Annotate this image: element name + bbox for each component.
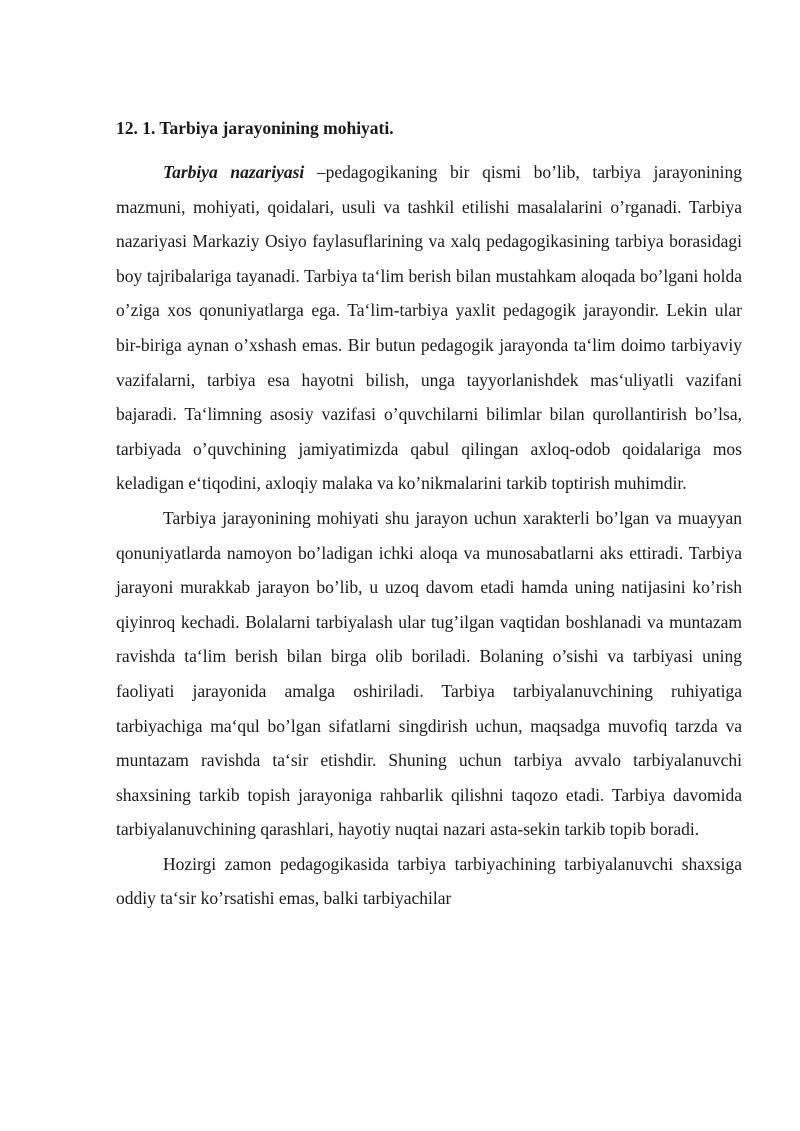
- paragraph-2: [116, 501, 742, 847]
- paragraph-1-text: –pedagogikaning bir qismi bo’lib, tarbiya jarayonining mazmuni, mohiyati, qoidalari, usuli va tashkil etilishi masalalarini o’rganadi. Tarbiya nazariyasi Markaziy Osiyo faylasuflarining va xalq pedagogikasining tarbiya borasidagi boy tajribalariga tayanadi. Tarbiya ta‘lim berish bilan mustahkam aloqada bo’lgani holda o’ziga xos qonuniyatlarga ega. Ta‘lim-tarbiya yaxlit pedagogik jarayondir. Lekin ular bir-biriga aynan o’xshash emas. Bir butun pedagogik jarayonda ta‘lim doimo tarbiyaviy vazifalarni, tarbiya esa hayotni bilish, unga tayyorlanishdek mas‘uliyatli vazifani bajaradi. Ta‘limning asosiy vazifasi o’quvchilarni bilimlar bilan qurollantirish bo’lsa, tarbiyada o’quvchining jamiyatimizda qabul qilingan axloq-odob qoidalariga mos keladigan e‘tiqodini, axloqiy malaka va ko’nikmalarini tarkib toptirish muhimdir.: [116, 162, 743, 494]
- section-heading: 12. 1. Tarbiya jarayonining mohiyati.: [116, 118, 394, 138]
- paragraph-3-text: Hozirgi zamon pedagogikasida tarbiya tarbiyachining tarbiyalanuvchi shaxsiga oddiy ta‘sir ko’rsatishi emas, balki tarbiyachilar: [116, 853, 742, 909]
- document-page: [116, 116, 742, 916]
- paragraph-3: [116, 847, 742, 916]
- paragraph-1: [116, 155, 742, 501]
- defined-term: Tarbiya nazariyasi: [163, 162, 305, 182]
- paragraph-2-text: Tarbiya jarayonining mohiyati shu jarayon uchun xarakterli bo’lgan va muayyan qonuniyatlarda namoyon bo’ladigan ichki aloqa va munosabatlarni aks ettiradi. Tarbiya jarayoni murakkab jarayon bo’lib, u uzoq davom etadi hamda uning natijasini ko’rish qiyinroq kechadi. Bolalarni tarbiyalash ular tug’ilgan vaqtidan boshlanadi va muntazam ravishda ta‘lim berish bilan birga olib boriladi. Bolaning o’sishi va tarbiyasi uning faoliyati jarayonida amalga oshiriladi. Tarbiya tarbiyalanuvchining ruhiyatiga tarbiyachiga ma‘qul bo’lgan sifatlarni singdirish uchun, maqsadga muvofiq tarzda va muntazam ravishda ta‘sir etishdir. Shuning uchun tarbiya avvalo tarbiyalanuvchi shaxsining tarkib topish jarayoniga rahbarlik qilishni taqozo etadi. Tarbiya davomida tarbiyalanuvchining qarashlari, hayotiy nuqtai nazari asta-sekin tarkib topib boradi.: [116, 507, 742, 840]
